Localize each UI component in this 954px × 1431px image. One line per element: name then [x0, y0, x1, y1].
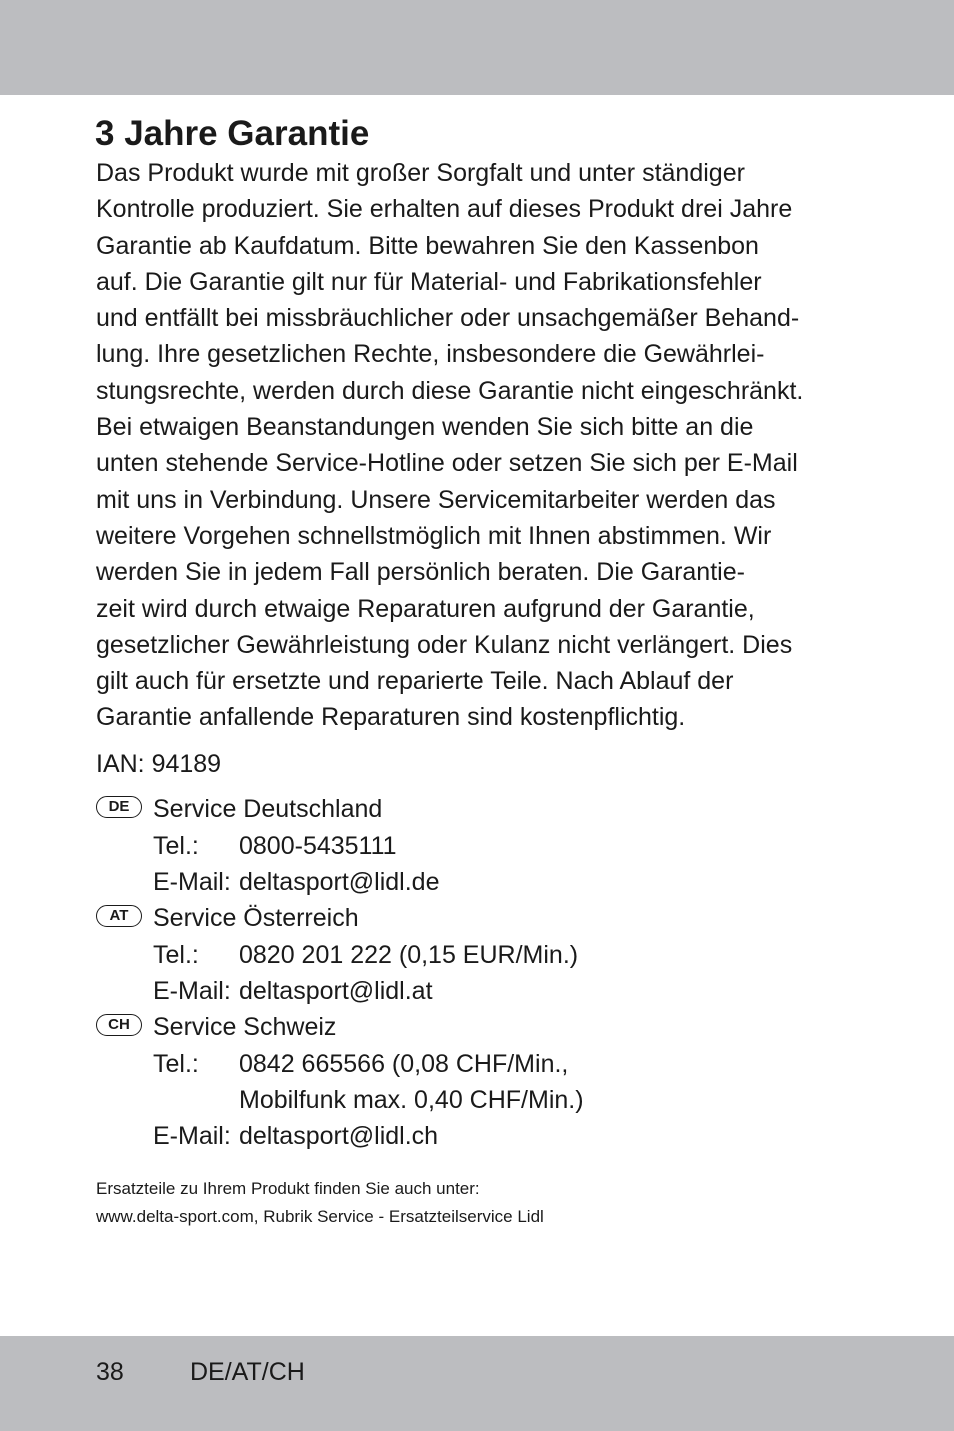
footer-band	[0, 1336, 954, 1431]
tel-label: Tel.:	[153, 1050, 199, 1078]
country-badge-ch: CH	[96, 1014, 142, 1036]
phone-note-ch: Mobilfunk max. 0,40 CHF/Min.)	[239, 1086, 584, 1114]
text-line: zeit wird durch etwaige Reparaturen aufgrund der Garantie,	[96, 594, 755, 623]
spare-parts-note	[96, 1175, 544, 1231]
warranty-text	[96, 155, 886, 736]
text-line: Das Produkt wurde mit großer Sorgfalt und unter ständiger	[96, 159, 745, 187]
email-ch: deltasport@lidl.ch	[239, 1122, 439, 1150]
phone-number-de: 0800-5435111	[239, 832, 397, 860]
ian-number: IAN: 94189	[96, 750, 222, 778]
text-line: Kontrolle produziert. Sie erhalten auf dieses Produkt drei Jahre	[96, 195, 793, 224]
email-label: E-Mail:	[153, 1122, 231, 1150]
text-line: mit uns in Verbindung. Unsere Servicemitarbeiter werden das	[96, 485, 776, 514]
text-line: gilt auch für ersetzte und reparierte Teile. Nach Ablauf der	[96, 667, 734, 696]
text-line: Garantie anfallende Reparaturen sind kostenpflichtig.	[96, 703, 686, 732]
phone-number-ch: 0842 665566 (0,08 CHF/Min.,	[239, 1050, 569, 1078]
text-line: unten stehende Service-Hotline oder setzen Sie sich per E-Mail	[96, 449, 798, 478]
footnote-line: www.delta-sport.com, Rubrik Service - Ersatzteilservice Lidl	[96, 1207, 544, 1226]
text-line: und entfällt bei missbräuchlicher oder unsachgemäßer Behand-	[96, 304, 800, 333]
text-line: lung. Ihre gesetzlichen Rechte, insbesondere die Gewährlei-	[96, 340, 765, 369]
email-de: deltasport@lidl.de	[239, 868, 440, 896]
text-line: Garantie ab Kaufdatum. Bitte bewahren Sie den Kassenbon	[96, 231, 759, 260]
service-name-de: Service Deutschland	[153, 795, 383, 823]
header-band	[0, 0, 954, 95]
email-at: deltasport@lidl.at	[239, 977, 433, 1005]
page-languages: DE/AT/CH	[190, 1358, 305, 1386]
page-number: 38	[96, 1358, 124, 1386]
country-badge-de: DE	[96, 796, 142, 818]
text-line: weitere Vorgehen schnellstmöglich mit Ihnen abstimmen. Wir	[96, 521, 772, 550]
service-name-ch: Service Schweiz	[153, 1013, 337, 1041]
email-label: E-Mail:	[153, 977, 231, 1005]
text-line: auf. Die Garantie gilt nur für Material- und Fabrikationsfehler	[96, 267, 762, 296]
tel-label: Tel.:	[153, 832, 199, 860]
page-title: 3 Jahre Garantie	[95, 114, 370, 153]
phone-number-at: 0820 201 222 (0,15 EUR/Min.)	[239, 941, 579, 969]
email-label: E-Mail:	[153, 868, 231, 896]
footnote-line: Ersatzteile zu Ihrem Produkt finden Sie auch unter:	[96, 1179, 480, 1198]
text-line: stungsrechte, werden durch diese Garantie nicht eingeschränkt.	[96, 376, 804, 405]
service-name-at: Service Österreich	[153, 904, 359, 932]
country-badge-at: AT	[96, 905, 142, 927]
text-line: Bei etwaigen Beanstandungen wenden Sie sich bitte an die	[96, 413, 754, 442]
text-line: gesetzlicher Gewährleistung oder Kulanz nicht verlängert. Dies	[96, 630, 793, 659]
tel-label: Tel.:	[153, 941, 199, 969]
text-line: werden Sie in jedem Fall persönlich beraten. Die Garantie-	[96, 558, 745, 587]
